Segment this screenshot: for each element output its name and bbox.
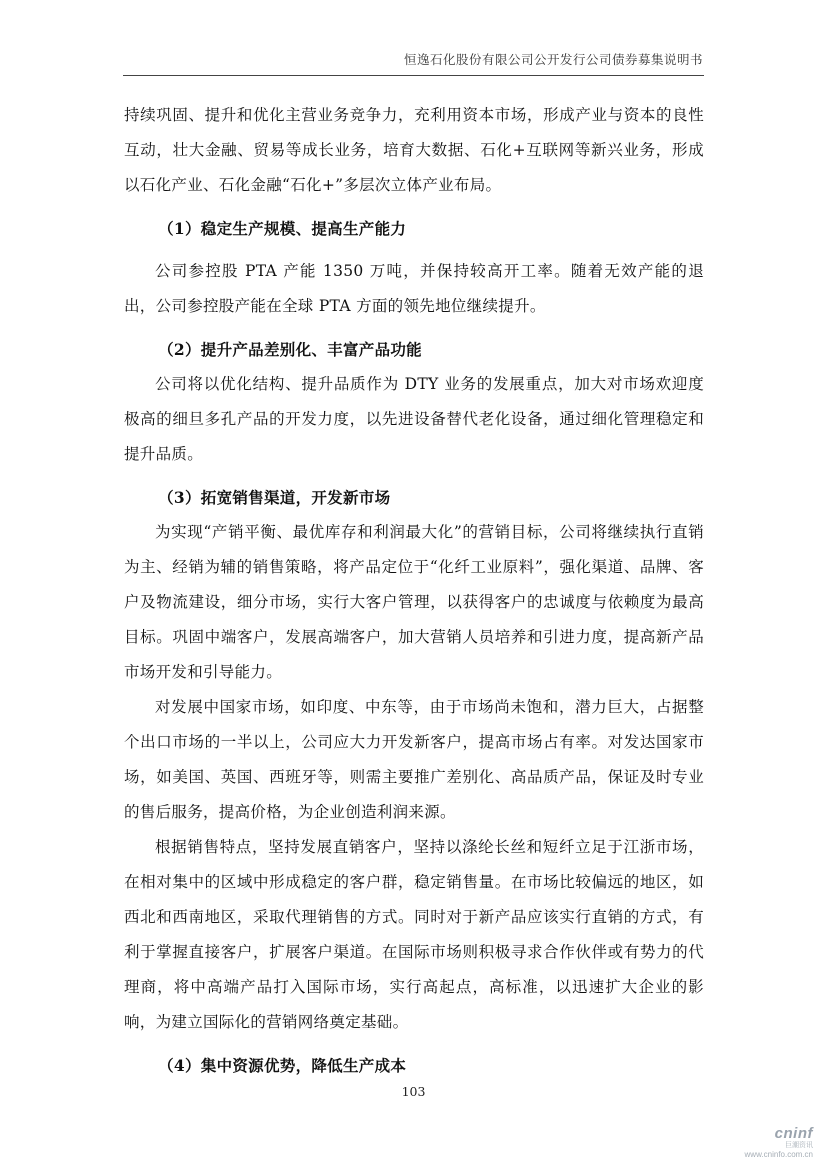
section-3-heading: （3）拓宽销售渠道，开发新市场	[158, 488, 391, 507]
section-3-paragraph-1: 为实现“产销平衡、最优库存和利润最大化”的营销目标，公司将继续执行直销为主、经销为辅的销售策略，将产品定位于“化纤工业原料”，强化渠道、品牌、客户及物流建设，细分市场，实行大客户管理，以获得客户的忠诚度与依赖度为最高目标。巩固中端客户，发展高端客户，加大营销人员培养和引进力度，提高新产品市场开发和引导能力。	[124, 523, 704, 681]
section-1-heading: （1）稳定生产规模、提高生产能力	[158, 219, 407, 238]
section-4-heading: （4）集中资源优势，降低生产成本	[158, 1056, 407, 1075]
section-1-paragraph: 公司参控股 PTA 产能 1350 万吨，并保持较高开工率。随着无效产能的退出，公司参控股产能在全球 PTA 方面的领先地位继续提升。	[124, 262, 704, 315]
watermark-url: www.cninfo.com.cn	[744, 1150, 813, 1159]
cninfo-watermark	[723, 1125, 813, 1159]
section-3-paragraph-3: 根据销售特点，坚持发展直销客户，坚持以涤纶长丝和短纤立足于江浙市场，在相对集中的区域中形成稳定的客户群，稳定销售量。在市场比较偏远的地区，如西北和西南地区，采取代理销售的方式。同时对于新产品应该实行直销的方式，有利于掌握直接客户，扩展客户渠道。在国际市场则积极寻求合作伙伴或有势力的代理商，将中高端产品打入国际市场，实行高起点，高标准，以迅速扩大企业的影响，为建立国际化的营销网络奠定基础。	[124, 838, 704, 1031]
page-number: 103	[401, 1084, 426, 1099]
section-3-paragraph-2: 对发展中国家市场，如印度、中东等，由于市场尚未饱和，潜力巨大，占据整个出口市场的一半以上，公司应大力开发新客户，提高市场占有率。对发达国家市场，如美国、英国、西班牙等，则需主要推广差别化、高品质产品，保证及时专业的售后服务，提高价格，为企业创造利润来源。	[124, 698, 704, 821]
cninfo-logo: cninf	[774, 1125, 813, 1142]
section-2-heading: （2）提升产品差别化、丰富产品功能	[158, 340, 422, 359]
watermark-subtitle: 巨潮资讯	[785, 1142, 813, 1149]
intro-paragraph: 持续巩固、提升和优化主营业务竞争力，充利用资本市场，形成产业与资本的良性互动，壮大金融、贸易等成长业务，培育大数据、石化+互联网等新兴业务，形成以石化产业、石化金融“石化+”多层次立体产业布局。	[124, 106, 704, 194]
document-header: 恒逸石化股份有限公司公开发行公司债券募集说明书	[403, 52, 703, 67]
header-divider	[123, 75, 704, 76]
page-content	[124, 98, 704, 1083]
section-2-paragraph: 公司将以优化结构、提升品质作为 DTY 业务的发展重点，加大对市场欢迎度极高的细旦多孔产品的开发力度，以先进设备替代老化设备，通过细化管理稳定和提升品质。	[124, 375, 704, 463]
